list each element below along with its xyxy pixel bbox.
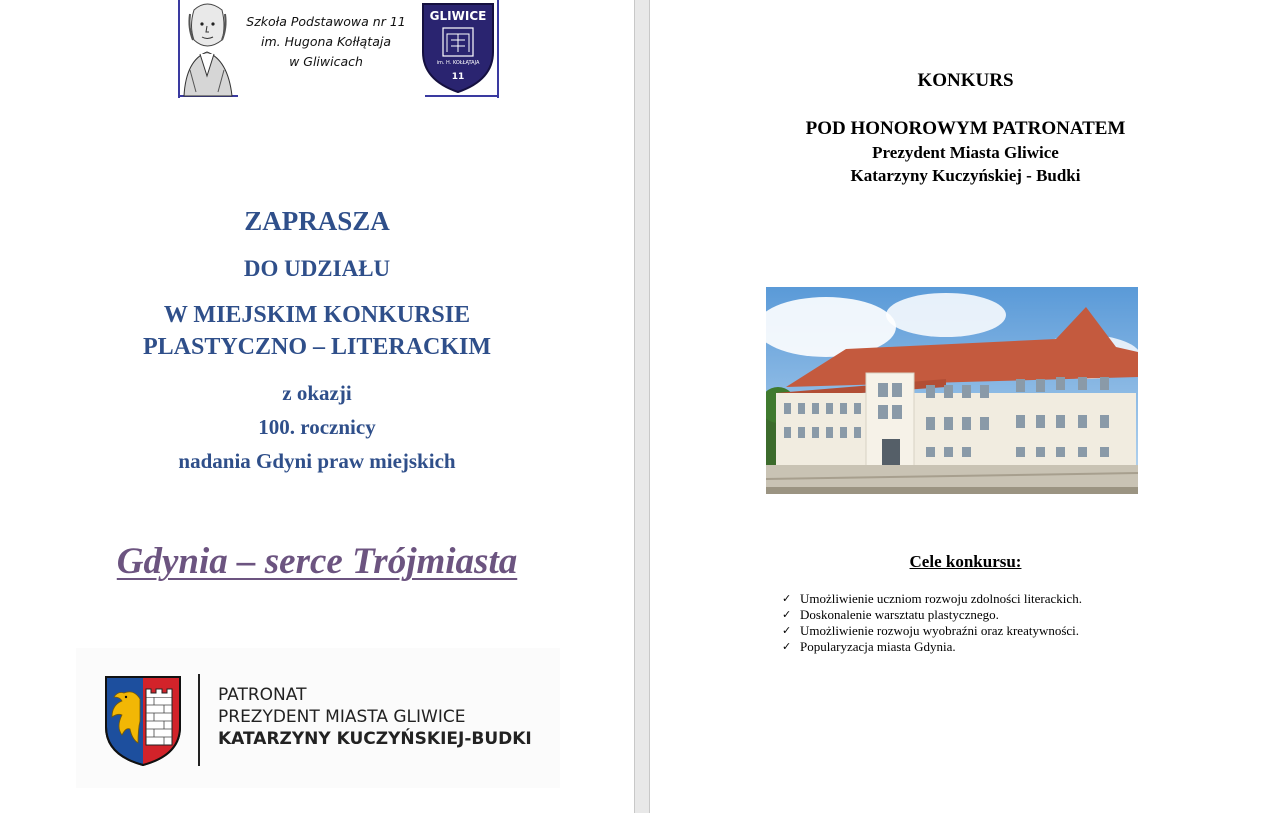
shield-number-text: 11 (451, 72, 465, 82)
occasion-line1: z okazji (282, 381, 352, 405)
patron-name: Katarzyny Kuczyńskiej - Budki (850, 166, 1081, 185)
school-name-line2: im. Hugona Kołłątaja (261, 34, 391, 49)
checkmark-icon: ✓ (782, 624, 792, 637)
contest-name-line2: PLASTYCZNO – LITERACKIM (142, 334, 492, 360)
occasion-line2: 100. rocznicy (258, 415, 376, 439)
gliwice-coat-of-arms-icon (104, 675, 182, 767)
contest-heading: KONKURS (917, 70, 1014, 91)
invitation-heading: ZAPRASZA (244, 206, 390, 236)
shield-city-text: GLIWICE (429, 9, 487, 23)
checkmark-icon: ✓ (782, 640, 792, 653)
honorary-patronage-heading: POD HONOROWYM PATRONATEM (805, 118, 1126, 139)
patronat-divider (198, 674, 200, 766)
page-gutter (634, 0, 650, 813)
school-name (240, 12, 412, 72)
school-shield-logo (419, 0, 501, 98)
contest-motto-text: Gdynia – serce Trójmiasta (116, 541, 518, 582)
contest-goals-list (782, 591, 1082, 655)
checkmark-icon: ✓ (782, 592, 792, 605)
shield-motto-text: im. H. KOŁŁĄTAJA (436, 60, 480, 66)
list-item: ✓ Umożliwienie uczniom rozwoju zdolności literackich. (782, 591, 1082, 606)
list-item: ✓ Umożliwienie rozwoju wyobraźni oraz kreatywności. (782, 623, 1080, 638)
patronat-text (218, 684, 532, 750)
checkmark-icon: ✓ (782, 608, 792, 621)
contest-motto (0, 540, 634, 583)
patronat-line3: KATARZYNY KUCZYŃSKIEJ-BUDKI (218, 729, 532, 749)
school-building-photo (766, 287, 1138, 494)
patronat-line2: PREZYDENT MIASTA GLIWICE (218, 707, 466, 727)
hugo-kollataj-portrait-icon (176, 0, 238, 98)
contest-name-line1: W MIEJSKIM KONKURSIE (163, 302, 471, 328)
list-item: ✓ Doskonalenie warsztatu plastycznego. (782, 607, 999, 622)
contest-goals-heading: Cele konkursu: (909, 552, 1022, 571)
patronat-logo-block (76, 648, 560, 788)
list-item: ✓ Popularyzacja miasta Gdynia. (782, 639, 956, 654)
patron-title: Prezydent Miasta Gliwice (872, 143, 1059, 162)
invitation-subheading: DO UDZIAŁU (243, 256, 391, 281)
document-page-right (650, 0, 1281, 813)
school-name-line3: w Gliwicach (289, 54, 363, 69)
school-name-line1: Szkoła Podstawowa nr 11 (246, 14, 406, 29)
occasion-line3: nadania Gdyni praw miejskich (178, 449, 456, 473)
patronat-line1: PATRONAT (218, 685, 307, 705)
document-page-left (0, 0, 634, 813)
